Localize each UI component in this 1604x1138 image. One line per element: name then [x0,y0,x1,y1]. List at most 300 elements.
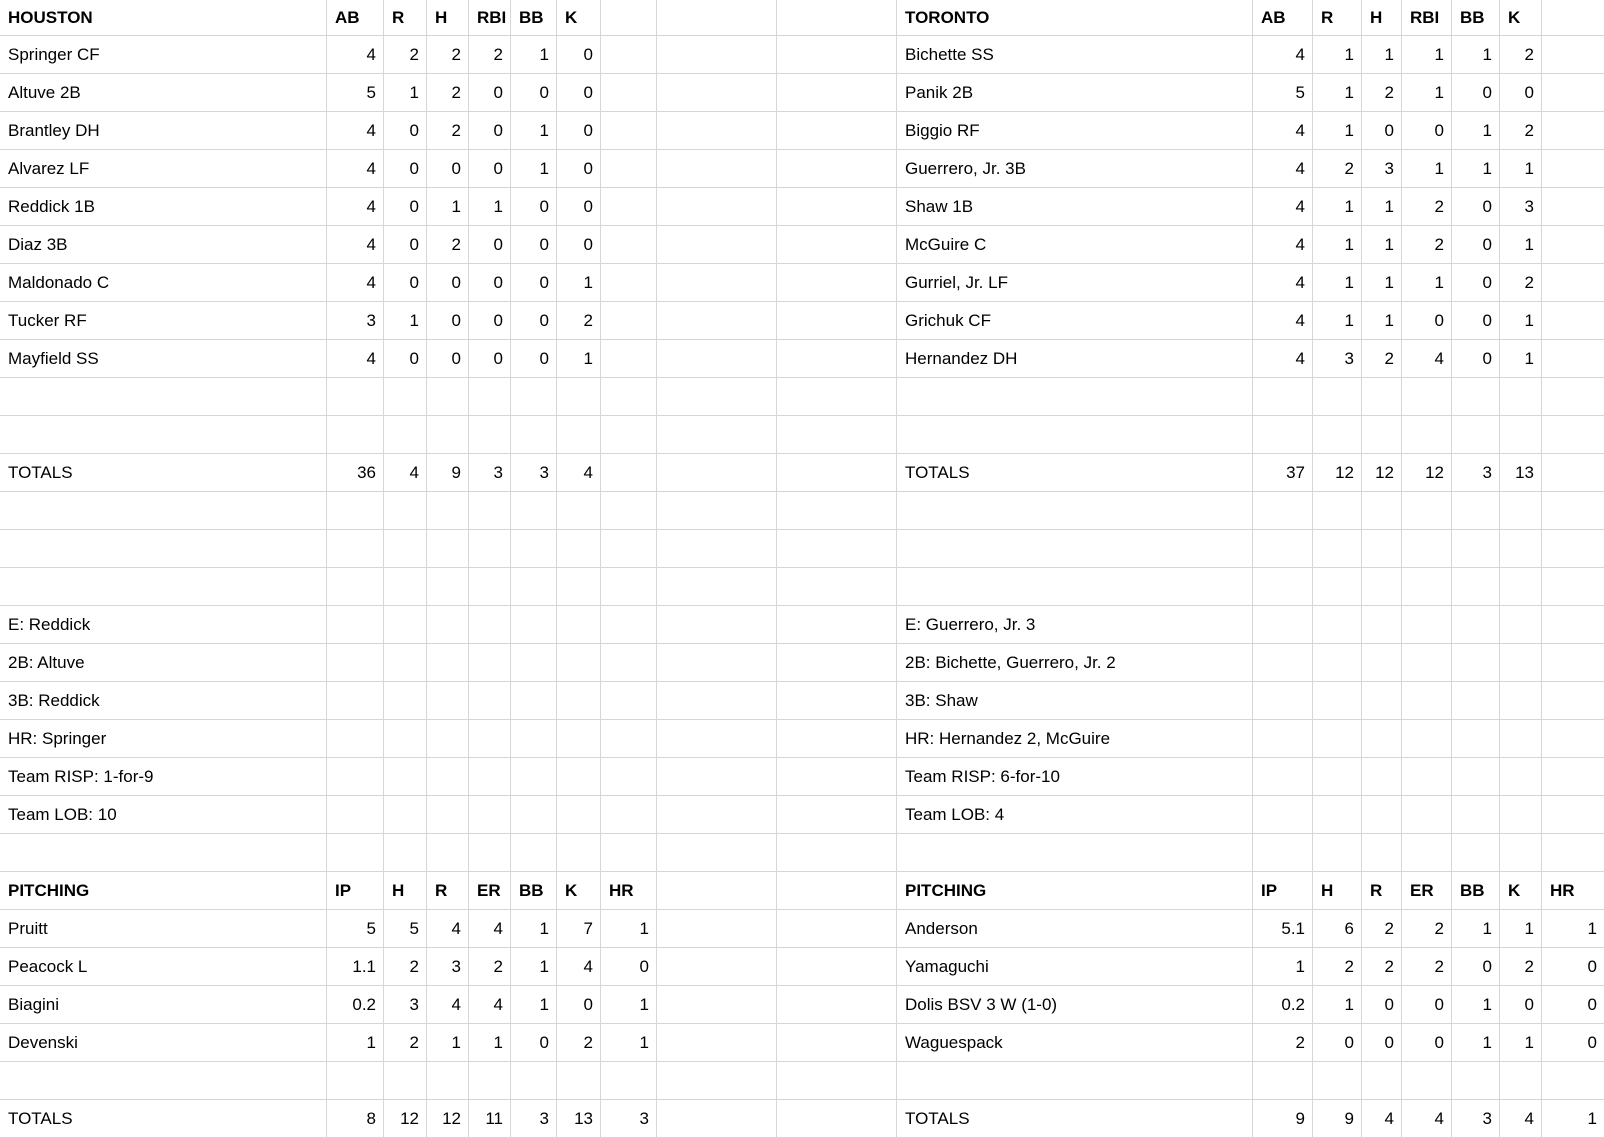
pitcher-name-cell[interactable]: Biagini [0,986,327,1024]
batter-stat-cell[interactable]: 0 [1402,302,1452,340]
batter-stat-cell[interactable]: 2 [1500,264,1542,302]
pitcher-stat-cell[interactable]: 3 [384,986,427,1024]
pitching-totals-label-cell[interactable]: TOTALS [897,1100,1253,1138]
pitching-totals-stat-cell[interactable]: 8 [327,1100,384,1138]
empty-cell[interactable] [777,492,897,530]
empty-cell[interactable] [1542,226,1604,264]
empty-cell[interactable] [427,492,469,530]
empty-cell[interactable] [657,1100,777,1138]
pitcher-stat-cell[interactable]: 4 [427,910,469,948]
pitcher-stat-cell[interactable]: 2 [1362,910,1402,948]
empty-cell[interactable] [657,226,777,264]
pitcher-stat-cell[interactable]: 2 [1402,910,1452,948]
empty-cell[interactable] [1402,758,1452,796]
empty-cell[interactable] [777,948,897,986]
empty-cell[interactable] [657,910,777,948]
empty-cell[interactable] [897,378,1253,416]
empty-cell[interactable] [557,834,601,872]
batter-stat-cell[interactable]: 1 [1313,188,1362,226]
empty-cell[interactable] [427,682,469,720]
batter-name-cell[interactable]: Tucker RF [0,302,327,340]
batter-stat-cell[interactable]: 4 [1253,264,1313,302]
empty-cell[interactable] [657,378,777,416]
empty-cell[interactable] [427,378,469,416]
batting-column-header-cell[interactable]: RBI [469,0,511,36]
empty-cell[interactable] [327,834,384,872]
pitcher-stat-cell[interactable]: 1 [1452,910,1500,948]
pitching-section-header-cell[interactable]: PITCHING [0,872,327,910]
empty-cell[interactable] [1313,1062,1362,1100]
batting-totals-label-cell[interactable]: TOTALS [897,454,1253,492]
empty-cell[interactable] [1402,644,1452,682]
empty-cell[interactable] [777,1100,897,1138]
pitcher-name-cell[interactable]: Pruitt [0,910,327,948]
batter-stat-cell[interactable]: 0 [557,226,601,264]
batter-stat-cell[interactable]: 2 [1500,112,1542,150]
empty-cell[interactable] [777,606,897,644]
pitching-totals-stat-cell[interactable]: 3 [511,1100,557,1138]
empty-cell[interactable] [657,74,777,112]
empty-cell[interactable] [1542,454,1604,492]
pitcher-stat-cell[interactable]: 0 [1402,986,1452,1024]
empty-cell[interactable] [1313,644,1362,682]
batter-name-cell[interactable]: McGuire C [897,226,1253,264]
batting-totals-stat-cell[interactable]: 4 [384,454,427,492]
pitcher-stat-cell[interactable]: 1 [327,1024,384,1062]
note-cell[interactable]: Team LOB: 4 [897,796,1253,834]
empty-cell[interactable] [1402,682,1452,720]
empty-cell[interactable] [777,530,897,568]
empty-cell[interactable] [1452,644,1500,682]
batter-stat-cell[interactable]: 0 [1362,112,1402,150]
empty-cell[interactable] [1362,530,1402,568]
empty-cell[interactable] [1542,264,1604,302]
empty-cell[interactable] [469,720,511,758]
empty-cell[interactable] [1313,530,1362,568]
empty-cell[interactable] [1253,796,1313,834]
empty-cell[interactable] [511,378,557,416]
empty-cell[interactable] [427,758,469,796]
empty-cell[interactable] [1500,1062,1542,1100]
empty-cell[interactable] [384,378,427,416]
empty-cell[interactable] [1452,378,1500,416]
empty-cell[interactable] [1402,1062,1452,1100]
empty-cell[interactable] [1313,758,1362,796]
empty-cell[interactable] [1313,568,1362,606]
pitcher-stat-cell[interactable]: 0 [1542,1024,1604,1062]
pitcher-stat-cell[interactable]: 2 [1253,1024,1313,1062]
empty-cell[interactable] [384,720,427,758]
batter-stat-cell[interactable]: 0 [511,226,557,264]
empty-cell[interactable] [327,1062,384,1100]
batter-stat-cell[interactable]: 2 [1313,150,1362,188]
empty-cell[interactable] [0,530,327,568]
empty-cell[interactable] [1362,1062,1402,1100]
empty-cell[interactable] [1253,682,1313,720]
empty-cell[interactable] [1500,568,1542,606]
batter-stat-cell[interactable]: 0 [1452,74,1500,112]
pitcher-stat-cell[interactable]: 1 [601,986,657,1024]
batter-name-cell[interactable]: Hernandez DH [897,340,1253,378]
pitcher-stat-cell[interactable]: 4 [469,910,511,948]
pitcher-stat-cell[interactable]: 0 [1500,986,1542,1024]
empty-cell[interactable] [601,720,657,758]
pitcher-stat-cell[interactable]: 2 [1402,948,1452,986]
empty-cell[interactable] [427,796,469,834]
batter-stat-cell[interactable]: 4 [327,226,384,264]
empty-cell[interactable] [777,986,897,1024]
pitcher-stat-cell[interactable]: 0.2 [327,986,384,1024]
batter-stat-cell[interactable]: 2 [557,302,601,340]
empty-cell[interactable] [1542,1062,1604,1100]
empty-cell[interactable] [777,188,897,226]
empty-cell[interactable] [384,606,427,644]
pitching-totals-stat-cell[interactable]: 4 [1362,1100,1402,1138]
empty-cell[interactable] [1542,682,1604,720]
empty-cell[interactable] [511,720,557,758]
empty-cell[interactable] [1500,530,1542,568]
empty-cell[interactable] [601,492,657,530]
note-cell[interactable]: Team RISP: 6-for-10 [897,758,1253,796]
batter-stat-cell[interactable]: 2 [427,36,469,74]
batter-stat-cell[interactable]: 0 [1452,226,1500,264]
pitching-column-header-cell[interactable]: ER [1402,872,1452,910]
empty-cell[interactable] [1253,416,1313,454]
empty-cell[interactable] [657,112,777,150]
empty-cell[interactable] [657,0,777,36]
empty-cell[interactable] [427,606,469,644]
empty-cell[interactable] [469,796,511,834]
batter-stat-cell[interactable]: 1 [1362,188,1402,226]
empty-cell[interactable] [469,416,511,454]
batter-stat-cell[interactable]: 4 [1253,340,1313,378]
batter-stat-cell[interactable]: 0 [427,264,469,302]
team-name-cell[interactable]: TORONTO [897,0,1253,36]
empty-cell[interactable] [777,1062,897,1100]
empty-cell[interactable] [1362,758,1402,796]
empty-cell[interactable] [1542,530,1604,568]
empty-cell[interactable] [1542,492,1604,530]
pitching-totals-stat-cell[interactable]: 11 [469,1100,511,1138]
empty-cell[interactable] [1452,720,1500,758]
pitcher-name-cell[interactable]: Yamaguchi [897,948,1253,986]
empty-cell[interactable] [777,682,897,720]
empty-cell[interactable] [427,568,469,606]
empty-cell[interactable] [601,0,657,36]
note-cell[interactable]: Team RISP: 1-for-9 [0,758,327,796]
batter-stat-cell[interactable]: 0 [511,74,557,112]
pitching-column-header-cell[interactable]: IP [327,872,384,910]
empty-cell[interactable] [1500,492,1542,530]
empty-cell[interactable] [657,150,777,188]
empty-cell[interactable] [511,758,557,796]
batter-stat-cell[interactable]: 4 [1253,302,1313,340]
batter-stat-cell[interactable]: 4 [327,150,384,188]
batter-stat-cell[interactable]: 1 [511,112,557,150]
batter-stat-cell[interactable]: 0 [511,188,557,226]
empty-cell[interactable] [777,378,897,416]
batter-stat-cell[interactable]: 0 [557,112,601,150]
empty-cell[interactable] [657,568,777,606]
empty-cell[interactable] [657,1024,777,1062]
batter-stat-cell[interactable]: 1 [1362,302,1402,340]
empty-cell[interactable] [557,758,601,796]
empty-cell[interactable] [657,796,777,834]
empty-cell[interactable] [777,834,897,872]
batter-stat-cell[interactable]: 0 [384,150,427,188]
empty-cell[interactable] [1313,834,1362,872]
batting-totals-stat-cell[interactable]: 3 [469,454,511,492]
empty-cell[interactable] [657,340,777,378]
batter-name-cell[interactable]: Shaw 1B [897,188,1253,226]
empty-cell[interactable] [1542,606,1604,644]
empty-cell[interactable] [1402,416,1452,454]
batting-column-header-cell[interactable]: BB [511,0,557,36]
empty-cell[interactable] [511,606,557,644]
pitching-column-header-cell[interactable]: BB [511,872,557,910]
empty-cell[interactable] [1542,568,1604,606]
empty-cell[interactable] [557,530,601,568]
empty-cell[interactable] [1452,834,1500,872]
empty-cell[interactable] [1402,720,1452,758]
empty-cell[interactable] [1253,606,1313,644]
empty-cell[interactable] [469,606,511,644]
pitching-totals-stat-cell[interactable]: 9 [1253,1100,1313,1138]
pitcher-stat-cell[interactable]: 0.2 [1253,986,1313,1024]
empty-cell[interactable] [469,758,511,796]
pitcher-stat-cell[interactable]: 0 [1452,948,1500,986]
pitcher-stat-cell[interactable]: 4 [557,948,601,986]
batting-totals-stat-cell[interactable]: 12 [1362,454,1402,492]
pitcher-stat-cell[interactable]: 1 [601,910,657,948]
empty-cell[interactable] [657,1062,777,1100]
empty-cell[interactable] [511,568,557,606]
pitching-column-header-cell[interactable]: K [557,872,601,910]
empty-cell[interactable] [657,872,777,910]
batter-name-cell[interactable]: Brantley DH [0,112,327,150]
batter-stat-cell[interactable]: 4 [1253,36,1313,74]
empty-cell[interactable] [657,454,777,492]
empty-cell[interactable] [777,74,897,112]
batter-name-cell[interactable]: Panik 2B [897,74,1253,112]
empty-cell[interactable] [1253,644,1313,682]
pitching-column-header-cell[interactable]: HR [601,872,657,910]
pitching-totals-stat-cell[interactable]: 3 [601,1100,657,1138]
empty-cell[interactable] [1253,1062,1313,1100]
pitcher-stat-cell[interactable]: 3 [427,948,469,986]
batting-totals-stat-cell[interactable]: 12 [1313,454,1362,492]
empty-cell[interactable] [897,492,1253,530]
empty-cell[interactable] [427,834,469,872]
batter-stat-cell[interactable]: 2 [427,112,469,150]
batter-stat-cell[interactable]: 0 [557,74,601,112]
batter-stat-cell[interactable]: 4 [327,36,384,74]
batting-column-header-cell[interactable]: AB [327,0,384,36]
empty-cell[interactable] [384,796,427,834]
empty-cell[interactable] [601,264,657,302]
batter-stat-cell[interactable]: 4 [327,112,384,150]
pitcher-name-cell[interactable]: Dolis BSV 3 W (1-0) [897,986,1253,1024]
empty-cell[interactable] [427,416,469,454]
empty-cell[interactable] [0,568,327,606]
empty-cell[interactable] [469,834,511,872]
batter-stat-cell[interactable]: 1 [469,188,511,226]
pitcher-stat-cell[interactable]: 0 [601,948,657,986]
pitcher-stat-cell[interactable]: 4 [427,986,469,1024]
batting-totals-stat-cell[interactable]: 4 [557,454,601,492]
batter-stat-cell[interactable]: 0 [384,226,427,264]
batting-totals-stat-cell[interactable]: 12 [1402,454,1452,492]
empty-cell[interactable] [777,720,897,758]
batting-totals-stat-cell[interactable]: 36 [327,454,384,492]
pitcher-stat-cell[interactable]: 5.1 [1253,910,1313,948]
empty-cell[interactable] [1500,378,1542,416]
empty-cell[interactable] [0,834,327,872]
empty-cell[interactable] [0,416,327,454]
batter-stat-cell[interactable]: 0 [469,264,511,302]
batting-totals-stat-cell[interactable]: 3 [1452,454,1500,492]
pitcher-stat-cell[interactable]: 2 [384,948,427,986]
empty-cell[interactable] [1313,378,1362,416]
batter-stat-cell[interactable]: 1 [1402,36,1452,74]
empty-cell[interactable] [777,758,897,796]
empty-cell[interactable] [1500,796,1542,834]
empty-cell[interactable] [1362,834,1402,872]
batter-stat-cell[interactable]: 1 [1313,226,1362,264]
batter-stat-cell[interactable]: 1 [1452,112,1500,150]
empty-cell[interactable] [777,340,897,378]
empty-cell[interactable] [327,492,384,530]
batter-stat-cell[interactable]: 0 [1452,340,1500,378]
empty-cell[interactable] [1542,188,1604,226]
batter-stat-cell[interactable]: 1 [1500,226,1542,264]
empty-cell[interactable] [1500,682,1542,720]
batter-stat-cell[interactable]: 1 [1313,74,1362,112]
pitching-totals-stat-cell[interactable]: 3 [1452,1100,1500,1138]
batter-stat-cell[interactable]: 1 [1362,264,1402,302]
batter-stat-cell[interactable]: 2 [427,226,469,264]
empty-cell[interactable] [657,834,777,872]
pitcher-stat-cell[interactable]: 0 [1362,986,1402,1024]
empty-cell[interactable] [777,150,897,188]
empty-cell[interactable] [511,834,557,872]
empty-cell[interactable] [511,644,557,682]
batter-stat-cell[interactable]: 0 [1452,264,1500,302]
pitcher-stat-cell[interactable]: 1 [1452,1024,1500,1062]
batter-stat-cell[interactable]: 0 [469,302,511,340]
batting-column-header-cell[interactable]: R [384,0,427,36]
empty-cell[interactable] [327,644,384,682]
pitcher-stat-cell[interactable]: 0 [511,1024,557,1062]
empty-cell[interactable] [1542,378,1604,416]
empty-cell[interactable] [601,1062,657,1100]
empty-cell[interactable] [469,568,511,606]
batter-stat-cell[interactable]: 4 [1402,340,1452,378]
note-cell[interactable]: Team LOB: 10 [0,796,327,834]
pitcher-stat-cell[interactable]: 0 [1402,1024,1452,1062]
pitcher-stat-cell[interactable]: 1.1 [327,948,384,986]
empty-cell[interactable] [601,606,657,644]
empty-cell[interactable] [657,188,777,226]
empty-cell[interactable] [1253,378,1313,416]
empty-cell[interactable] [657,986,777,1024]
pitching-column-header-cell[interactable]: HR [1542,872,1604,910]
pitcher-stat-cell[interactable]: 1 [511,910,557,948]
batter-stat-cell[interactable]: 1 [1313,264,1362,302]
pitcher-name-cell[interactable]: Anderson [897,910,1253,948]
empty-cell[interactable] [511,682,557,720]
batter-stat-cell[interactable]: 2 [1500,36,1542,74]
batter-stat-cell[interactable]: 1 [1362,226,1402,264]
pitcher-stat-cell[interactable]: 7 [557,910,601,948]
pitcher-stat-cell[interactable]: 2 [1362,948,1402,986]
pitcher-stat-cell[interactable]: 1 [1313,986,1362,1024]
batting-column-header-cell[interactable]: R [1313,0,1362,36]
empty-cell[interactable] [1500,758,1542,796]
empty-cell[interactable] [327,606,384,644]
empty-cell[interactable] [1253,568,1313,606]
batter-stat-cell[interactable]: 1 [511,150,557,188]
batter-stat-cell[interactable]: 1 [384,302,427,340]
empty-cell[interactable] [601,74,657,112]
batting-column-header-cell[interactable]: K [1500,0,1542,36]
pitcher-stat-cell[interactable]: 0 [1362,1024,1402,1062]
empty-cell[interactable] [1362,644,1402,682]
empty-cell[interactable] [384,834,427,872]
empty-cell[interactable] [601,758,657,796]
empty-cell[interactable] [657,644,777,682]
empty-cell[interactable] [327,758,384,796]
empty-cell[interactable] [1542,340,1604,378]
note-cell[interactable]: HR: Hernandez 2, McGuire [897,720,1253,758]
pitcher-stat-cell[interactable]: 2 [1313,948,1362,986]
empty-cell[interactable] [1452,530,1500,568]
empty-cell[interactable] [601,226,657,264]
empty-cell[interactable] [327,682,384,720]
batter-stat-cell[interactable]: 4 [327,264,384,302]
empty-cell[interactable] [427,720,469,758]
batter-stat-cell[interactable]: 1 [1500,302,1542,340]
pitcher-stat-cell[interactable]: 2 [469,948,511,986]
batter-stat-cell[interactable]: 0 [511,302,557,340]
empty-cell[interactable] [1452,492,1500,530]
empty-cell[interactable] [1253,834,1313,872]
batter-stat-cell[interactable]: 3 [1313,340,1362,378]
empty-cell[interactable] [1253,530,1313,568]
pitching-totals-stat-cell[interactable]: 12 [384,1100,427,1138]
pitcher-stat-cell[interactable]: 1 [511,986,557,1024]
pitcher-stat-cell[interactable]: 2 [557,1024,601,1062]
batter-stat-cell[interactable]: 2 [427,74,469,112]
batter-stat-cell[interactable]: 4 [327,340,384,378]
batting-column-header-cell[interactable]: H [427,0,469,36]
batter-stat-cell[interactable]: 4 [1253,150,1313,188]
pitching-totals-label-cell[interactable]: TOTALS [0,1100,327,1138]
batter-stat-cell[interactable]: 0 [384,340,427,378]
batter-stat-cell[interactable]: 1 [384,74,427,112]
pitcher-stat-cell[interactable]: 1 [601,1024,657,1062]
batter-stat-cell[interactable]: 0 [469,74,511,112]
batter-stat-cell[interactable]: 1 [427,188,469,226]
empty-cell[interactable] [777,872,897,910]
empty-cell[interactable] [777,226,897,264]
empty-cell[interactable] [384,1062,427,1100]
pitching-totals-stat-cell[interactable]: 4 [1500,1100,1542,1138]
empty-cell[interactable] [1542,112,1604,150]
pitching-totals-stat-cell[interactable]: 13 [557,1100,601,1138]
batter-stat-cell[interactable]: 1 [1402,74,1452,112]
pitching-column-header-cell[interactable]: R [1362,872,1402,910]
